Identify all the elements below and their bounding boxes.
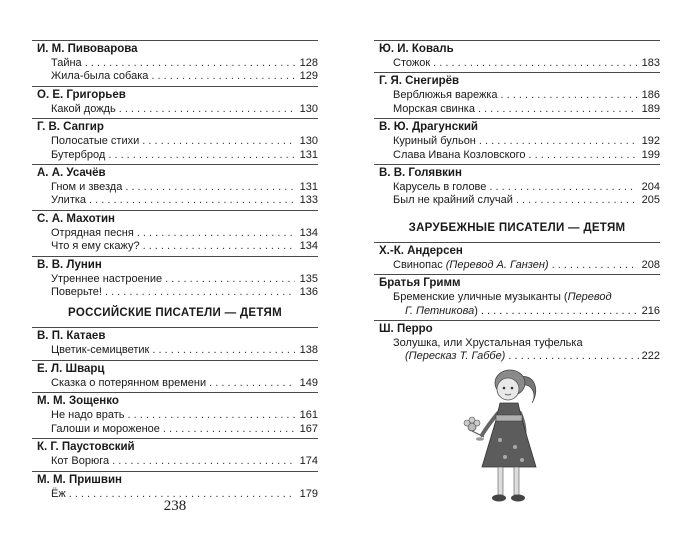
entry-page-number: 189	[641, 102, 660, 115]
left-contents-column	[32, 38, 318, 501]
entry-title: Поверьте!	[51, 286, 102, 299]
entry-title: Утреннее настроение	[51, 272, 163, 285]
entry-page-number: 192	[641, 135, 660, 148]
dot-leader	[137, 227, 295, 240]
entry-title: Был не крайний случай	[393, 194, 513, 207]
toc-entry[interactable]	[32, 135, 318, 148]
dot-leader	[501, 89, 637, 102]
entry-title: Золушка, или Хрустальная туфелька	[393, 337, 583, 350]
entry-page-number: 130	[299, 102, 318, 115]
author-heading: В. Ю. Драгунский	[374, 118, 660, 135]
toc-entry[interactable]	[374, 103, 660, 116]
author-heading: Г. В. Сапгир	[32, 118, 318, 135]
entry-page-number: 222	[641, 350, 660, 363]
entry-title: Галоши и мороженое	[51, 422, 160, 435]
author-heading: В. В. Лунин	[32, 256, 318, 273]
entry-title: Не надо врать	[51, 409, 125, 422]
toc-entry[interactable]	[32, 273, 318, 286]
right-top-groups	[374, 40, 660, 208]
toc-entry[interactable]	[32, 227, 318, 240]
entry-title: Цветик-семицветик	[51, 344, 150, 357]
entry-title: Полосатые стихи	[51, 135, 140, 148]
author-heading: Братья Гримм	[374, 274, 660, 291]
left-bottom-groups	[32, 327, 318, 500]
entry-page-number: 167	[299, 422, 318, 435]
toc-entry[interactable]	[32, 455, 318, 468]
toc-entry[interactable]	[32, 181, 318, 194]
toc-entry[interactable]	[374, 194, 660, 207]
toc-entry[interactable]	[32, 194, 318, 207]
author-heading: В. П. Катаев	[32, 327, 318, 344]
section-heading-foreign: ЗАРУБЕЖНЫЕ ПИСАТЕЛИ — ДЕТЯМ	[408, 221, 626, 234]
entry-title: Сказка о потерянном времени	[51, 376, 207, 389]
entry-page-number: 204	[641, 181, 660, 194]
dot-leader	[125, 181, 295, 194]
entry-title: Слава Ивана Козловского	[393, 148, 526, 161]
toc-entry[interactable]	[32, 344, 318, 357]
entry-title: Стожок	[393, 57, 431, 69]
toc-entry[interactable]	[32, 149, 318, 162]
author-heading: Г. Я. Снегирёв	[374, 72, 660, 89]
toc-entry[interactable]	[32, 240, 318, 253]
author-heading: М. М. Зощенко	[32, 392, 318, 409]
toc-entry[interactable]	[374, 291, 660, 318]
toc-entry[interactable]	[374, 149, 660, 162]
dot-leader	[508, 350, 638, 363]
toc-entry[interactable]	[374, 259, 660, 272]
toc-entry[interactable]	[374, 135, 660, 148]
dot-leader	[163, 423, 295, 436]
entry-page-number: 186	[641, 89, 660, 102]
entry-page-number: 149	[299, 376, 318, 389]
entry-title: Отрядная песня	[51, 226, 134, 239]
author-heading: О. Е. Григорьев	[32, 86, 318, 103]
dot-leader	[142, 135, 295, 148]
entry-page-number: 133	[299, 194, 318, 207]
toc-entry[interactable]	[32, 409, 318, 422]
entry-page-number: 135	[299, 272, 318, 285]
entry-page-number: 131	[299, 148, 318, 161]
entry-title: Что я ему скажу?	[51, 240, 140, 253]
entry-title: Жила-была собака	[51, 70, 149, 83]
dot-leader	[89, 194, 295, 207]
toc-entry[interactable]	[32, 377, 318, 390]
toc-entry[interactable]	[374, 181, 660, 194]
author-heading: Ш. Перро	[374, 320, 660, 337]
dot-leader	[152, 344, 295, 357]
entry-title-continued: (Пересказ Т. Габбе)	[405, 350, 506, 363]
toc-entry[interactable]	[32, 70, 318, 83]
dot-leader	[143, 240, 295, 253]
entry-page-number: 134	[299, 226, 318, 239]
dot-leader	[128, 409, 295, 422]
entry-title: Верблюжья варежка	[393, 89, 498, 102]
dot-leader	[516, 194, 637, 207]
left-top-groups	[32, 40, 318, 299]
entry-page-number: 138	[299, 344, 318, 357]
entry-page-number: 199	[641, 148, 660, 161]
author-heading: Ю. И. Коваль	[374, 40, 660, 57]
entry-page-number: 161	[299, 409, 318, 422]
dot-leader	[433, 57, 637, 70]
dot-leader	[119, 103, 295, 116]
dot-leader	[105, 286, 295, 299]
author-heading: С. А. Махотин	[32, 210, 318, 227]
entry-title: Бременские уличные музыканты (Перевод	[393, 291, 612, 304]
entry-title: Какой дождь	[51, 102, 116, 115]
entry-title: Бутерброд	[51, 148, 106, 161]
toc-entry[interactable]	[32, 57, 318, 70]
dot-leader	[112, 455, 295, 468]
entry-title: Кот Ворюга	[51, 455, 110, 468]
entry-page-number: 183	[641, 57, 660, 69]
entry-title: Ёж	[51, 487, 66, 500]
entry-title: Тайна	[51, 57, 82, 69]
entry-title: Гном и звезда	[51, 181, 123, 194]
entry-page-number: 174	[299, 455, 318, 468]
entry-page-number: 130	[299, 135, 318, 148]
author-heading: Е. Л. Шварц	[32, 360, 318, 377]
entry-page-number: 136	[299, 286, 318, 299]
girl-illustration	[460, 365, 560, 510]
toc-entry[interactable]	[32, 103, 318, 116]
author-heading: В. В. Голявкин	[374, 164, 660, 181]
dot-leader	[165, 273, 295, 286]
dot-leader	[481, 305, 639, 318]
entry-title: Морская свинка	[393, 102, 475, 115]
entry-page-number: 134	[299, 240, 318, 253]
entry-page-number: 205	[641, 194, 660, 207]
toc-entry[interactable]	[32, 286, 318, 299]
dot-leader	[529, 149, 637, 162]
author-heading: К. Г. Паустовский	[32, 438, 318, 455]
entry-title: Улитка	[51, 194, 87, 207]
author-heading: М. М. Пришвин	[32, 471, 318, 488]
flower-icon	[464, 417, 484, 441]
dot-leader	[151, 70, 295, 83]
author-heading: А. А. Усачёв	[32, 164, 318, 181]
dot-leader	[108, 149, 295, 162]
dot-leader	[489, 181, 637, 194]
entry-title-continued: Г. Петникова)	[405, 304, 478, 317]
right-contents-column	[374, 38, 660, 364]
author-heading: Х.-К. Андерсен	[374, 242, 660, 259]
entry-page-number: 179	[299, 487, 318, 500]
author-heading: И. М. Пивоварова	[32, 40, 318, 57]
dot-leader	[552, 259, 637, 272]
entry-page-number: 129	[299, 70, 318, 83]
toc-entry[interactable]	[374, 89, 660, 102]
entry-page-number: 131	[299, 181, 318, 194]
entry-page-number: 216	[641, 304, 660, 317]
page-number: 238	[163, 498, 187, 514]
entry-page-number: 208	[641, 258, 660, 271]
entry-title: Свинопас (Перевод А. Ганзен)	[393, 258, 549, 271]
toc-entry[interactable]	[374, 337, 660, 364]
dot-leader	[209, 377, 295, 390]
toc-entry[interactable]	[32, 423, 318, 436]
entry-page-number: 128	[299, 57, 318, 69]
entry-title: Карусель в голове	[393, 181, 487, 194]
toc-entry[interactable]	[374, 57, 660, 70]
entry-title: Куриный бульон	[393, 135, 476, 148]
dot-leader	[478, 103, 637, 116]
section-heading-russian: РОССИЙСКИЕ ПИСАТЕЛИ — ДЕТЯМ	[68, 307, 282, 320]
dot-leader	[85, 57, 295, 70]
dot-leader	[479, 135, 637, 148]
